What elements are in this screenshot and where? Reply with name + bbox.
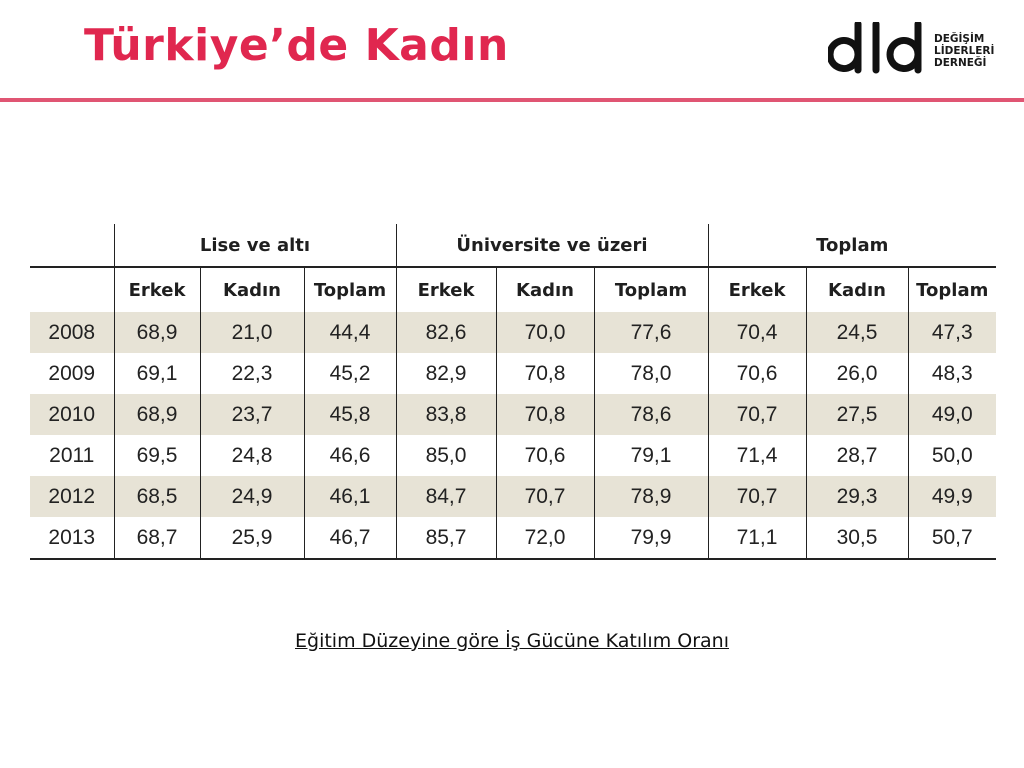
value-cell: 46,7 (304, 517, 396, 559)
sub-header-row (30, 267, 996, 312)
value-cell: 22,3 (200, 353, 304, 394)
sub-header: Kadın (200, 267, 304, 312)
sub-header: Erkek (708, 267, 806, 312)
value-cell: 78,0 (594, 353, 708, 394)
value-cell: 68,9 (114, 394, 200, 435)
table-row (30, 476, 996, 517)
slide-title: Türkiye’de Kadın (84, 20, 509, 71)
year-cell: 2013 (30, 517, 114, 559)
year-cell: 2012 (30, 476, 114, 517)
value-cell: 70,8 (496, 394, 594, 435)
logo-line-1: DEĞİŞİM (934, 33, 985, 45)
sub-header: Toplam (304, 267, 396, 312)
value-cell: 24,9 (200, 476, 304, 517)
value-cell: 68,9 (114, 312, 200, 353)
value-cell: 49,9 (908, 476, 996, 517)
value-cell: 71,1 (708, 517, 806, 559)
value-cell: 70,4 (708, 312, 806, 353)
year-header-cell (30, 267, 114, 312)
group-header-universite: Üniversite ve üzeri (396, 224, 708, 267)
year-cell: 2011 (49, 443, 95, 467)
table-row (30, 394, 996, 435)
value-cell: 69,5 (114, 435, 200, 476)
value-cell: 48,3 (908, 353, 996, 394)
value-cell: 27,5 (806, 394, 908, 435)
table-row (30, 435, 996, 476)
value-cell: 25,9 (200, 517, 304, 559)
value-cell: 70,6 (708, 353, 806, 394)
participation-table (30, 224, 996, 560)
year-cell: 2008 (30, 312, 114, 353)
table-row (30, 353, 996, 394)
table-body (30, 312, 996, 559)
value-cell: 28,7 (806, 435, 908, 476)
value-cell: 24,5 (806, 312, 908, 353)
caption-text: Eğitim Düzeyine göre İş Gücüne Katılım Oranı (295, 630, 729, 652)
value-cell: 82,6 (396, 312, 496, 353)
value-cell: 29,3 (806, 476, 908, 517)
dld-logo (828, 22, 998, 80)
value-cell: 50,7 (908, 517, 996, 559)
value-cell: 70,8 (496, 353, 594, 394)
value-cell: 70,0 (496, 312, 594, 353)
corner-cell (30, 224, 114, 267)
value-cell: 46,1 (304, 476, 396, 517)
value-cell: 46,6 (304, 435, 396, 476)
value-cell: 70,6 (496, 435, 594, 476)
sub-header: Toplam (908, 267, 996, 312)
value-cell: 47,3 (908, 312, 996, 353)
dld-logo-mark-icon (828, 22, 932, 80)
sub-header: Toplam (594, 267, 708, 312)
value-cell: 45,2 (304, 353, 396, 394)
title-divider (0, 98, 1024, 102)
value-cell: 30,5 (806, 517, 908, 559)
value-cell: 72,0 (496, 517, 594, 559)
value-cell: 50,0 (908, 435, 996, 476)
value-cell: 85,7 (396, 517, 496, 559)
sub-header: Kadın (806, 267, 908, 312)
logo-text (934, 33, 994, 69)
value-cell: 24,8 (200, 435, 304, 476)
year-cell: 2009 (48, 361, 96, 385)
sub-header: Erkek (396, 267, 496, 312)
value-cell: 77,6 (594, 312, 708, 353)
value-cell: 45,8 (304, 394, 396, 435)
value-cell: 79,9 (594, 517, 708, 559)
value-cell: 78,9 (594, 476, 708, 517)
value-cell: 70,7 (708, 394, 806, 435)
value-cell: 69,1 (114, 353, 200, 394)
participation-table-wrapper (30, 224, 996, 564)
value-cell: 70,7 (496, 476, 594, 517)
value-cell: 68,5 (114, 476, 200, 517)
value-cell: 44,4 (304, 312, 396, 353)
group-header-row (30, 224, 996, 267)
value-cell: 83,8 (396, 394, 496, 435)
value-cell: 49,0 (908, 394, 996, 435)
value-cell: 79,1 (594, 435, 708, 476)
value-cell: 21,0 (200, 312, 304, 353)
logo-line-2: LİDERLERİ (934, 45, 995, 57)
group-header-toplam: Toplam (708, 224, 996, 267)
logo-line-3: DERNEĞİ (934, 57, 987, 69)
value-cell: 85,0 (396, 435, 496, 476)
value-cell: 71,4 (708, 435, 806, 476)
table-caption (0, 630, 1024, 652)
value-cell: 78,6 (594, 394, 708, 435)
value-cell: 68,7 (114, 517, 200, 559)
group-header-lise: Lise ve altı (114, 224, 396, 267)
value-cell: 26,0 (806, 353, 908, 394)
value-cell: 23,7 (200, 394, 304, 435)
value-cell: 84,7 (396, 476, 496, 517)
value-cell: 70,7 (708, 476, 806, 517)
year-cell: 2010 (30, 394, 114, 435)
sub-header: Erkek (114, 267, 200, 312)
value-cell: 82,9 (396, 353, 496, 394)
sub-header: Kadın (496, 267, 594, 312)
table-row (30, 312, 996, 353)
table-row (30, 517, 996, 559)
